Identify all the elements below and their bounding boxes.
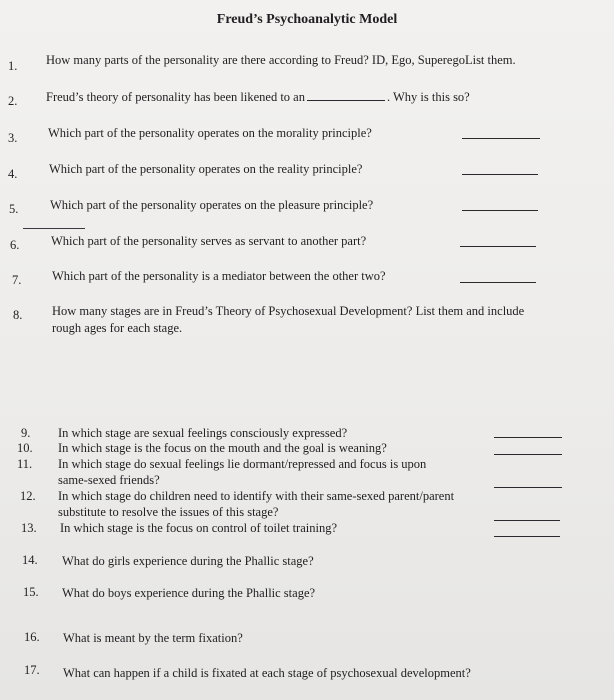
question-number-2: 2. — [8, 94, 18, 108]
question-number-14: 14. — [22, 553, 38, 567]
question-16-text: What is meant by the term fixation? — [63, 631, 243, 645]
question-9-text: In which stage are sexual feelings consciously expressed? — [58, 426, 348, 440]
question-8-line-1: How many stages are in Freud’s Theory of Psychosexual Development? List them and include — [52, 304, 525, 318]
answer-blank-6[interactable] — [460, 246, 536, 247]
answer-blank-13[interactable] — [494, 536, 560, 537]
answer-blank-9[interactable] — [494, 437, 562, 438]
divider-line — [23, 228, 85, 229]
question-8-line-2: rough ages for each stage. — [52, 321, 183, 335]
question-2-text-a: Freud’s theory of personality has been likened to an — [46, 90, 305, 104]
question-number-1: 1. — [8, 59, 18, 73]
question-number-12: 12. — [20, 489, 36, 503]
question-number-17: 17. — [24, 663, 40, 677]
question-number-16: 16. — [24, 630, 40, 644]
answer-blank-3[interactable] — [462, 138, 540, 139]
question-7-text: Which part of the personality is a mediator between the other two? — [52, 269, 386, 283]
question-number-9: 9. — [21, 426, 31, 440]
question-3-text: Which part of the personality operates on the morality principle? — [48, 126, 372, 140]
question-12-line-2: substitute to resolve the issues of this stage? — [58, 505, 279, 519]
question-number-3: 3. — [8, 131, 18, 145]
answer-blank-7[interactable] — [460, 282, 536, 283]
answer-blank-5[interactable] — [462, 210, 538, 211]
question-11-line-1: In which stage do sexual feelings lie dormant/repressed and focus is upon — [58, 457, 427, 471]
answer-blank-12[interactable] — [494, 520, 560, 521]
page-title: Freud’s Psychoanalytic Model — [216, 12, 398, 27]
question-number-15: 15. — [23, 585, 39, 599]
question-5-text: Which part of the personality operates on the pleasure principle? — [50, 198, 374, 212]
question-4-text: Which part of the personality operates on the reality principle? — [49, 162, 363, 176]
question-17-text: What can happen if a child is fixated at each stage of psychosexual development? — [63, 666, 471, 680]
question-1-text: How many parts of the personality are there according to Freud? ID, Ego, SuperegoList them. — [46, 53, 516, 67]
question-12-line-1: In which stage do children need to identify with their same-sexed parent/parent — [58, 489, 455, 503]
question-number-10: 10. — [17, 441, 33, 455]
question-13-text: In which stage is the focus on control of toilet training? — [60, 521, 338, 535]
question-6-text: Which part of the personality serves as servant to another part? — [51, 234, 367, 248]
question-14-text: What do girls experience during the Phallic stage? — [62, 554, 314, 568]
answer-blank-4[interactable] — [462, 174, 538, 175]
question-11-line-2: same-sexed friends? — [58, 473, 160, 487]
answer-blank-2[interactable] — [307, 89, 385, 101]
question-number-8: 8. — [13, 308, 23, 322]
question-number-6: 6. — [10, 238, 20, 252]
question-2-text-b: . Why is this so? — [386, 90, 470, 104]
question-number-7: 7. — [12, 273, 22, 287]
answer-blank-11[interactable] — [494, 487, 562, 488]
question-15-text: What do boys experience during the Phallic stage? — [62, 586, 316, 600]
question-number-13: 13. — [21, 521, 37, 535]
question-10-text: In which stage is the focus on the mouth and the goal is weaning? — [58, 441, 387, 455]
answer-blank-10[interactable] — [494, 454, 562, 455]
question-2-line — [46, 89, 470, 105]
question-number-4: 4. — [8, 167, 18, 181]
question-number-11: 11. — [17, 457, 33, 471]
question-number-5: 5. — [9, 202, 19, 216]
